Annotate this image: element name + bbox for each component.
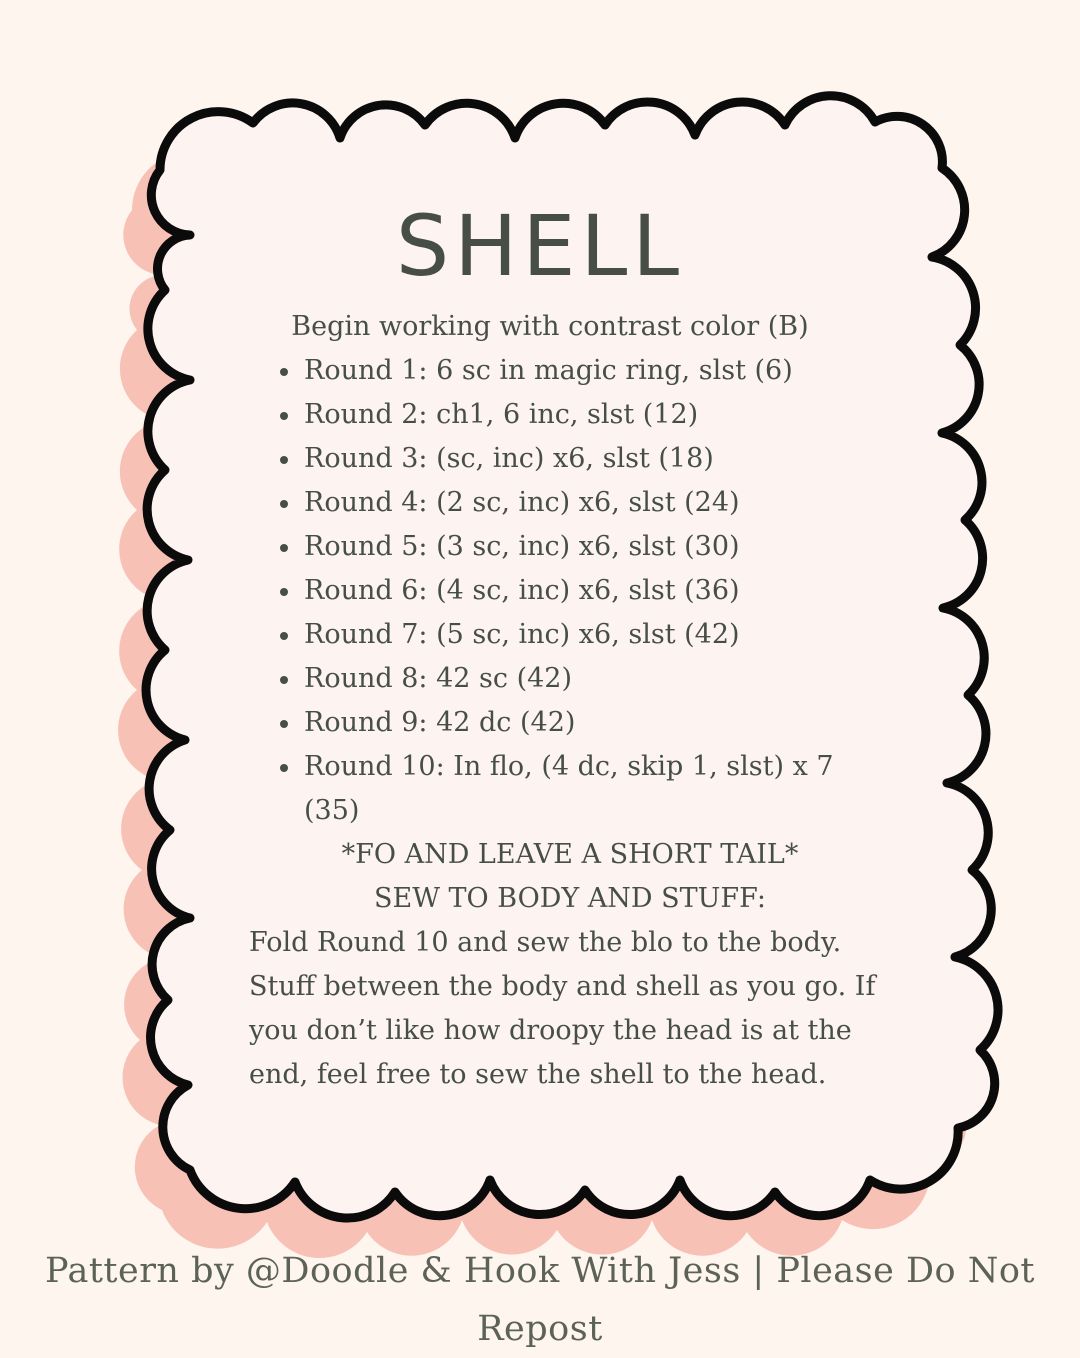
page-title: SHELL	[395, 197, 685, 295]
sew-instructions: Fold Round 10 and sew the blo to the body. Stuff between the body and shell as you go. If you don’t like how droopy the head is at the end, feel free to sew the shell to the head.	[249, 927, 876, 1090]
rounds-list	[276, 349, 876, 833]
round-item: Round 8: 42 sc (42)	[276, 657, 876, 701]
round-item: Round 6: (4 sc, inc) x6, slst (36)	[276, 569, 876, 613]
round-item: Round 5: (3 sc, inc) x6, slst (30)	[276, 525, 876, 569]
finish-off-note: *FO AND LEAVE A SHORT TAIL*	[341, 839, 799, 870]
round-item: Round 10: In flo, (4 dc, skip 1, slst) x 7 (35)	[276, 745, 876, 833]
footer-credit: Pattern by @Doodle & Hook With Jess | Please Do Not Repost	[45, 1251, 1035, 1349]
round-item: Round 9: 42 dc (42)	[276, 701, 876, 745]
sew-heading: SEW TO BODY AND STUFF:	[373, 883, 766, 914]
intro-text: Begin working with contrast color (B)	[291, 311, 809, 342]
round-item: Round 2: ch1, 6 inc, slst (12)	[276, 393, 876, 437]
round-item: Round 1: 6 sc in magic ring, slst (6)	[276, 349, 876, 393]
round-item: Round 7: (5 sc, inc) x6, slst (42)	[276, 613, 876, 657]
round-item: Round 3: (sc, inc) x6, slst (18)	[276, 437, 876, 481]
round-item: Round 4: (2 sc, inc) x6, slst (24)	[276, 481, 876, 525]
